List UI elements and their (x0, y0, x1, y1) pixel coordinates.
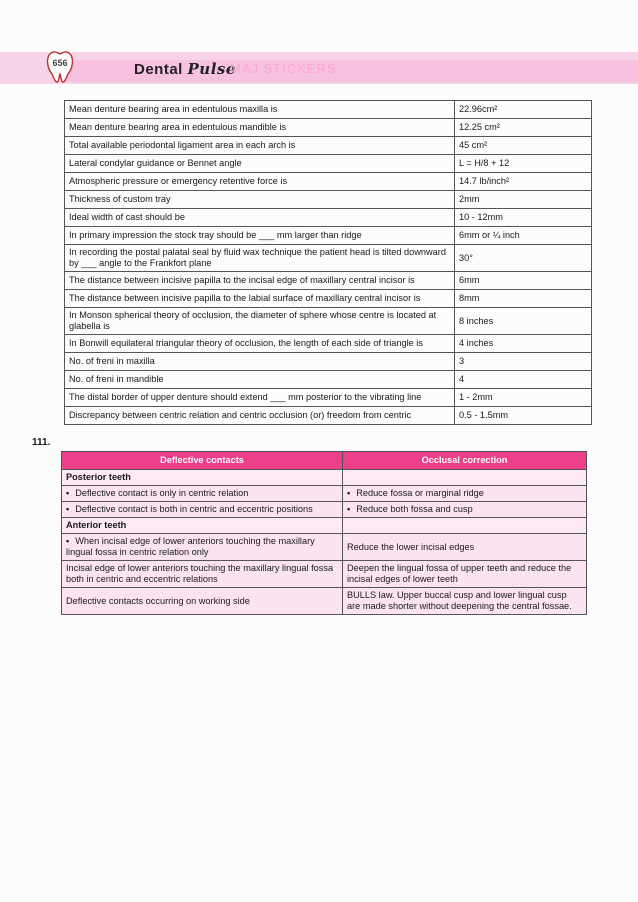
fact-label: Discrepancy between centric relation and centric occlusion (or) freedom from centric (65, 407, 455, 425)
fact-value: 3 (455, 353, 592, 371)
fact-value: 10 - 12mm (455, 209, 592, 227)
posterior-left-1: • Deflective contact is only in centric relation (62, 486, 343, 502)
fact-label: Ideal width of cast should be (65, 209, 455, 227)
fact-value: 14.7 lb/inch² (455, 173, 592, 191)
table-row (65, 191, 592, 209)
fact-label: In primary impression the stock tray should be ___ mm larger than ridge (65, 227, 455, 245)
fact-label: Lateral condylar guidance or Bennet angle (65, 155, 455, 173)
table-row (65, 119, 592, 137)
fact-label: Thickness of custom tray (65, 191, 455, 209)
fact-value: 0.5 - 1.5mm (455, 407, 592, 425)
fact-value: L = H/8 + 12 (455, 155, 592, 173)
brand-title (134, 60, 236, 78)
table-row (65, 308, 592, 335)
section-row-posterior (62, 470, 587, 486)
fact-value: 6mm (455, 272, 592, 290)
section-label-anterior: Anterior teeth (62, 518, 343, 534)
fact-value: 6mm or ¼ inch (455, 227, 592, 245)
anterior-left-2: Incisal edge of lower anteriors touching the maxillary lingual fossa both in centric and eccentric relations (62, 561, 343, 588)
table-row (62, 561, 587, 588)
table-row (65, 137, 592, 155)
fact-value: 4 (455, 371, 592, 389)
fact-label: The distal border of upper denture should extend ___ mm posterior to the vibrating line (65, 389, 455, 407)
table-row (65, 155, 592, 173)
fact-value: 4 inches (455, 335, 592, 353)
fact-value: 8mm (455, 290, 592, 308)
fact-label: The distance between incisive papilla to the incisal edge of maxillary central incisor is (65, 272, 455, 290)
fact-value: 2mm (455, 191, 592, 209)
table-row (65, 371, 592, 389)
table-row (65, 227, 592, 245)
table-row (65, 209, 592, 227)
table-row (65, 290, 592, 308)
anterior-right-2: Deepen the lingual fossa of upper teeth and reduce the incisal edges of lower teeth (343, 561, 587, 588)
page-number: 656 (52, 58, 68, 68)
table-row (65, 389, 592, 407)
table-row (65, 353, 592, 371)
anterior-right-1: Reduce the lower incisal edges (343, 534, 587, 561)
table-row (65, 173, 592, 191)
header-occlusal-correction: Occlusal correction (343, 452, 587, 470)
fact-label: Mean denture bearing area in edentulous maxilla is (65, 101, 455, 119)
fact-label: Total available periodontal ligament area in each arch is (65, 137, 455, 155)
fact-label: Atmospheric pressure or emergency retentive force is (65, 173, 455, 191)
brand-italic: Pulse (187, 60, 236, 78)
header-deflective-contacts: Deflective contacts (62, 452, 343, 470)
fact-value: 45 cm² (455, 137, 592, 155)
fact-value: 8 inches (455, 308, 592, 335)
section-label-posterior: Posterior teeth (62, 470, 343, 486)
table-row (62, 486, 587, 502)
table-row (65, 101, 592, 119)
fact-label: In Monson spherical theory of occlusion, the diameter of sphere whose centre is located at glabella is (65, 308, 455, 335)
brand-main: Dental (134, 61, 188, 78)
posterior-left-2: • Deflective contact is both in centric and eccentric positions (62, 502, 343, 518)
fact-label: The distance between incisive papilla to the labial surface of maxillary central incisor is (65, 290, 455, 308)
fact-value: 30° (455, 245, 592, 272)
fact-value: 22.96cm² (455, 101, 592, 119)
fact-label: In recording the postal palatal seal by fluid wax technique the patient head is tilted downward by ___ angle to the Frankfort plane (65, 245, 455, 272)
table-row (65, 245, 592, 272)
fact-label: In Bonwill equilateral triangular theory of occlusion, the length of each side of triangle is (65, 335, 455, 353)
table-row (62, 588, 587, 615)
fact-label: No. of freni in maxilla (65, 353, 455, 371)
fact-label: Mean denture bearing area in edentulous mandible is (65, 119, 455, 137)
posterior-right-1: • Reduce fossa or marginal ridge (343, 486, 587, 502)
table-row (62, 534, 587, 561)
brand-tail: MAJ STICKERS (230, 61, 337, 76)
fact-value: 12.25 cm² (455, 119, 592, 137)
facts-table (64, 100, 592, 425)
table-row (62, 502, 587, 518)
section-filler (343, 518, 587, 534)
anterior-left-1: • When incisal edge of lower anteriors touching the maxillary lingual fossa in centric relation only (62, 534, 343, 561)
section-filler (343, 470, 587, 486)
table-header-row (62, 452, 587, 470)
anterior-right-3: BULLS law. Upper buccal cusp and lower lingual cusp are made shorter without deepening the central fossae. (343, 588, 587, 615)
question-number: 111. (32, 437, 51, 448)
table-row (65, 272, 592, 290)
posterior-right-2: • Reduce both fossa and cusp (343, 502, 587, 518)
table-row (65, 407, 592, 425)
section-row-anterior (62, 518, 587, 534)
table-row (65, 335, 592, 353)
anterior-left-3: Deflective contacts occurring on working side (62, 588, 343, 615)
fact-value: 1 - 2mm (455, 389, 592, 407)
fact-label: No. of freni in mandible (65, 371, 455, 389)
deflective-contacts-table (61, 451, 587, 615)
